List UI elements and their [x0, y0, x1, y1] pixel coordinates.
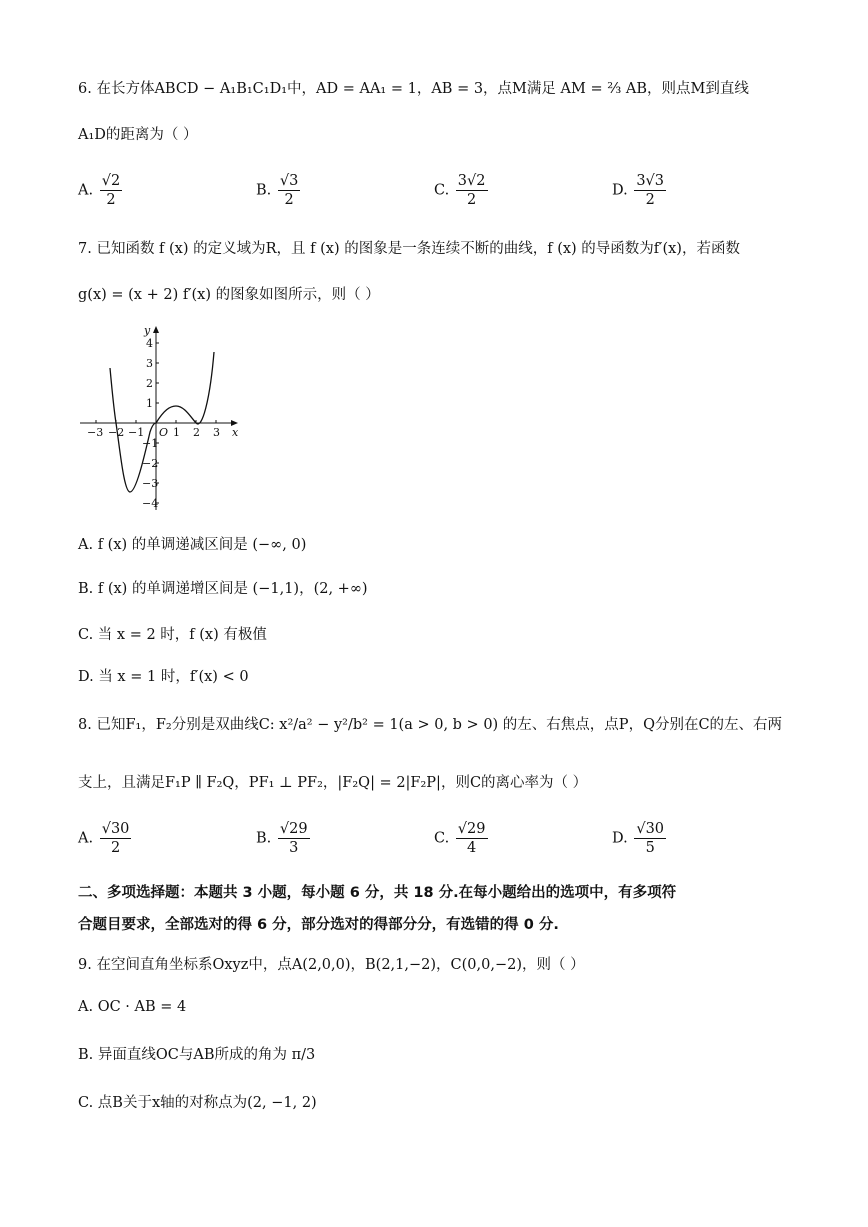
- y-axis-label: y: [144, 324, 151, 337]
- option-label: B.: [256, 182, 272, 199]
- y-tick-label: −3: [142, 477, 159, 490]
- q8-option-d: [612, 820, 668, 857]
- q7-function-graph: [78, 320, 258, 520]
- x-tick-label: 1: [173, 426, 180, 439]
- option-label: A.: [78, 830, 94, 847]
- q9-stem: 9. 在空间直角坐标系Oxyz中，点A(2,0,0)，B(2,1,−2)，C(0,0,−2)，则（ ）: [78, 957, 585, 973]
- option-fraction: $\frac{√29}{3}$: [279, 821, 308, 856]
- option-fraction: $\frac{3√2}{2}$: [457, 173, 486, 208]
- q8-option-a: [78, 820, 133, 857]
- x-tick-label: 2: [193, 426, 200, 439]
- q7-option-d: D. 当 x = 1 时，f′(x) < 0: [78, 669, 249, 685]
- option-label: D.: [612, 830, 628, 847]
- option-fraction: $\frac{3√3}{2}$: [636, 173, 665, 208]
- q6-option-a: [78, 172, 124, 209]
- option-fraction: $\frac{√30}{5}$: [636, 821, 665, 856]
- x-axis-label: x: [232, 426, 239, 439]
- option-fraction: $\frac{√3}{2}$: [279, 173, 299, 208]
- q8-option-b: [256, 820, 312, 857]
- option-fraction: $\frac{√30}{2}$: [101, 821, 130, 856]
- x-tick-label: −3: [87, 426, 104, 439]
- option-label: A.: [78, 182, 94, 199]
- option-label: B.: [256, 830, 272, 847]
- option-fraction: $\frac{√29}{4}$: [457, 821, 486, 856]
- q7-option-a: A. f (x) 的单调递减区间是 (−∞, 0): [78, 537, 307, 553]
- x-tick-label: −2: [108, 426, 125, 439]
- q7-option-b: B. f (x) 的单调递增区间是 (−1,1)，(2, +∞): [78, 581, 368, 597]
- q9-option-b: B. 异面直线OC与AB所成的角为 π/3: [78, 1047, 316, 1063]
- y-tick-label: −4: [142, 497, 159, 510]
- y-tick-label: 3: [146, 357, 153, 370]
- q7-option-c: C. 当 x = 2 时，f (x) 有极值: [78, 627, 267, 643]
- q7-stem-line2: g(x) = (x + 2) f′(x) 的图象如图所示，则（ ）: [78, 287, 380, 303]
- option-fraction: $\frac{√2}{2}$: [101, 173, 121, 208]
- y-tick-label: 4: [146, 337, 153, 350]
- option-label: C.: [434, 830, 450, 847]
- section2-heading-line2: 合题目要求，全部选对的得 6 分，部分选对的得部分分，有选错的得 0 分.: [78, 917, 559, 933]
- y-tick-label: −1: [142, 437, 159, 450]
- section2-heading-line1: 二、多项选择题：本题共 3 小题，每小题 6 分，共 18 分.在每小题给出的选项中，有多项符: [78, 885, 677, 901]
- y-tick-label: 1: [146, 397, 153, 410]
- function-curve: [110, 352, 214, 492]
- q8-stem-line1: 8. 已知F₁，F₂分别是双曲线C: x²/a² − y²/b² = 1(a > 0, b > 0) 的左、右焦点，点P，Q分别在C的左、右两: [78, 717, 783, 733]
- y-axis-arrow: [153, 326, 159, 333]
- q8-stem-line2: 支上，且满足F₁P ∥ F₂Q，PF₁ ⊥ PF₂，|F₂Q| = 2|F₂P|，则C的离心率为（ ）: [78, 775, 588, 791]
- q6-stem-line2: A₁D的距离为（ ）: [78, 127, 198, 143]
- q9-option-c: C. 点B关于x轴的对称点为(2, −1, 2): [78, 1095, 317, 1111]
- q9-option-a: A. OC · AB = 4: [78, 999, 187, 1015]
- q6-stem-line1: 6. 在长方体ABCD − A₁B₁C₁D₁中，AD = AA₁ = 1，AB = 3，点M满足 AM = ⅔ AB，则点M到直线: [78, 81, 749, 97]
- q8-option-c: [434, 820, 490, 857]
- x-tick-label: −1: [128, 426, 145, 439]
- option-label: D.: [612, 182, 628, 199]
- x-tick-label: 3: [213, 426, 220, 439]
- y-tick-label: 2: [146, 377, 153, 390]
- q6-option-b: [256, 172, 302, 209]
- q6-option-c: [434, 172, 490, 209]
- q6-option-d: [612, 172, 668, 209]
- q7-stem-line1: 7. 已知函数 f (x) 的定义域为R，且 f (x) 的图象是一条连续不断的曲线，f (x) 的导函数为f′(x)，若函数: [78, 241, 740, 257]
- option-label: C.: [434, 182, 450, 199]
- origin-label: O: [159, 426, 169, 439]
- y-tick-label: −2: [142, 457, 159, 470]
